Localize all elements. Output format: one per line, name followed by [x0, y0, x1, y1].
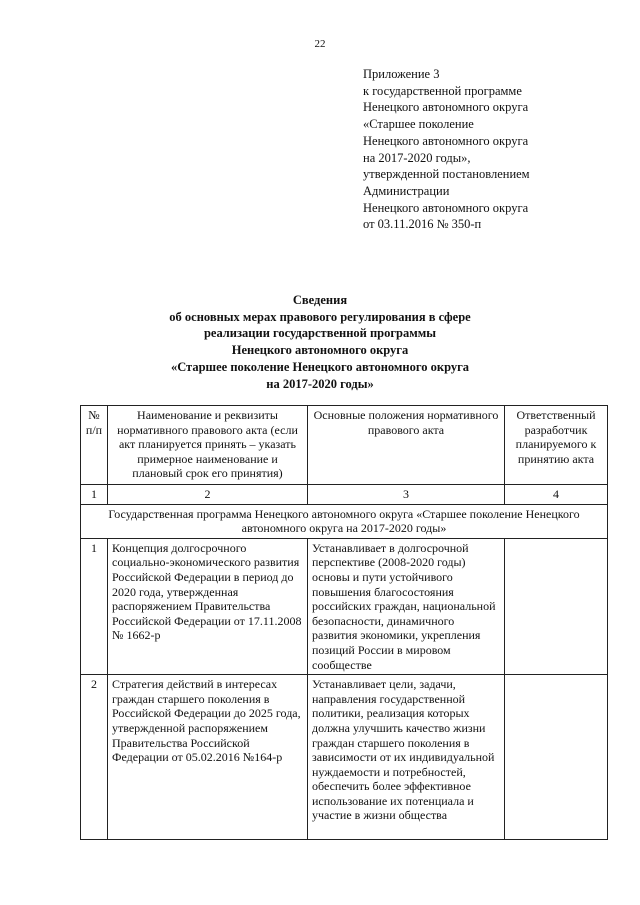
table-header-row: [81, 406, 608, 485]
appendix-line: Приложение 3: [363, 67, 440, 81]
appendix-line: Администрации: [363, 183, 450, 198]
responsible-cell: [505, 675, 608, 840]
title-line: на 2017-2020 годы»: [266, 376, 374, 391]
table-row: [81, 675, 608, 840]
header-provisions: Основные положения нормативного правового акта: [308, 406, 505, 485]
document-title: [0, 292, 640, 392]
header-name: Наименование и реквизиты нормативного правового акта (если акт планируется принять – указать примерное наименование и плановый срок его принятия): [108, 406, 308, 485]
column-number: 1: [81, 485, 108, 505]
appendix-line: от 03.11.2016 № 350-п: [363, 217, 482, 232]
title-line: «Старшее поколение Ненецкого автономного округа: [170, 359, 470, 374]
column-number-row: [81, 485, 608, 505]
section-row: [81, 504, 608, 538]
page-number: 22: [314, 38, 326, 50]
appendix-line: «Старшее поколение: [363, 117, 474, 132]
row-number: 2: [81, 675, 108, 840]
header-num: № п/п: [81, 406, 108, 485]
act-name-cell: Стратегия действий в интересах граждан старшего поколения в Российской Федерации до 2025 года, утвержденной распоряжением Правительства Российской Федерации от 05.02.2016 №164-р: [108, 675, 308, 840]
appendix-line: Ненецкого автономного округа: [363, 200, 529, 215]
provisions-cell: Устанавливает в долгосрочной перспективе (2008-2020 годы) основы и пути устойчивого повышения благосостояния российских граждан, национальной безопасности, динамичного развития экономики, укрепления позиций России в мировом сообществе: [308, 538, 505, 674]
act-name-cell: Концепция долгосрочного социально-экономического развития Российской Федерации в период до 2020 года, утвержденная распоряжением Правительства Российской Федерации от 17.11.2008 № 1662-р: [108, 538, 308, 674]
table-row: [81, 538, 608, 674]
title-line: Ненецкого автономного округа: [231, 343, 409, 358]
appendix-line: к государственной программе: [363, 83, 522, 98]
legal-measures-table: [80, 405, 608, 840]
appendix-line: Ненецкого автономного округа: [363, 100, 529, 115]
column-number: 3: [308, 485, 505, 505]
appendix-line: Ненецкого автономного округа: [363, 133, 529, 148]
column-number: 4: [505, 485, 608, 505]
provisions-cell: Устанавливает цели, задачи, направления государственной политики, реализация которых должна улучшить качество жизни граждан старшего поколения в зависимости от их индивидуальной нуждаемости и потребностей, обеспечить более эффективное использование их потенциала и участие в жизни общества: [308, 675, 505, 840]
appendix-note: [363, 66, 530, 233]
responsible-cell: [505, 538, 608, 674]
column-number: 2: [108, 485, 308, 505]
appendix-line: на 2017-2020 годы»,: [363, 150, 471, 165]
title-line: об основных мерах правового регулирования в сфере: [169, 309, 471, 324]
appendix-line: утвержденной постановлением: [363, 167, 530, 182]
row-number: 1: [81, 538, 108, 674]
title-line: Сведения: [292, 293, 348, 307]
title-line: реализации государственной программы: [203, 326, 437, 341]
header-responsible: Ответственный разработчик планируемого к принятию акта: [505, 406, 608, 485]
section-title: Государственная программа Ненецкого автономного округа «Старшее поколение Ненецкого автономного округа на 2017-2020 годы»: [81, 504, 608, 538]
